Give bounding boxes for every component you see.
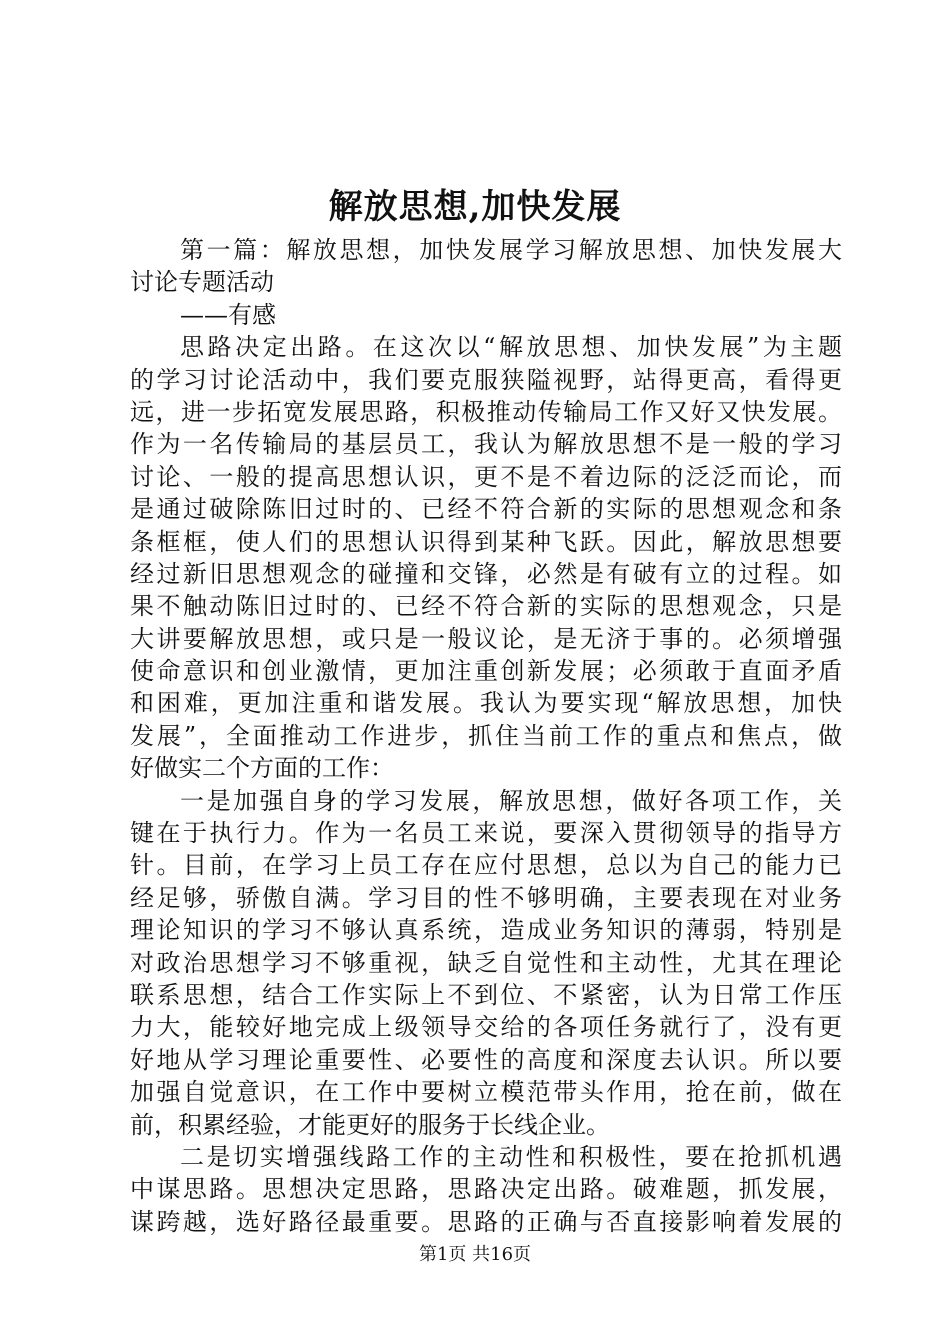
text-line: 加强自觉意识，在工作中要树立模范带头作用，抢在前，做在	[130, 1078, 842, 1107]
text-line: 一是加强自身的学习发展，解放思想，做好各项工作，关	[180, 786, 842, 815]
text-line: ——有感	[180, 300, 276, 329]
text-line: 力大，能较好地完成上级领导交给的各项任务就行了，没有更	[130, 1013, 842, 1042]
text-line: 使命意识和创业激情，更加注重创新发展；必须敢于直面矛盾	[130, 657, 842, 686]
text-line: 和困难，更加注重和谐发展。我认为要实现“解放思想，加快	[130, 689, 842, 718]
text-line: 是通过破除陈旧过时的、已经不符合新的实际的思想观念和条	[130, 495, 842, 524]
text-line: 针。目前，在学习上员工存在应付思想，总以为自己的能力已	[130, 851, 842, 880]
text-line: 键在于执行力。作为一名员工来说，要深入贯彻领导的指导方	[130, 819, 842, 848]
text-line: 思路决定出路。在这次以“解放思想、加快发展”为主题	[180, 333, 842, 362]
text-line: 条框框，使人们的思想认识得到某种飞跃。因此，解放思想要	[130, 527, 842, 556]
text-line: 讨论、一般的提高思想认识，更不是不着边际的泛泛而论，而	[130, 462, 842, 491]
text-line: 中谋思路。思想决定思路，思路决定出路。破难题，抓发展，	[130, 1175, 842, 1204]
text-line: 讨论专题活动	[130, 268, 274, 297]
text-line: 作为一名传输局的基层员工，我认为解放思想不是一般的学习	[130, 430, 842, 459]
text-line: 好做实二个方面的工作：	[130, 754, 394, 783]
text-line: 谋跨越，选好路径最重要。思路的正确与否直接影响着发展的	[130, 1207, 842, 1236]
text-line: 经足够，骄傲自满。学习目的性不够明确，主要表现在对业务	[130, 883, 842, 912]
document-body	[130, 234, 842, 1238]
text-line: 理论知识的学习不够认真系统，造成业务知识的薄弱，特别是	[130, 916, 842, 945]
text-line: 好地从学习理论重要性、必要性的高度和深度去认识。所以要	[130, 1045, 842, 1074]
text-line: 二是切实增强线路工作的主动性和积极性，要在抢抓机遇	[180, 1142, 842, 1171]
text-line: 大讲要解放思想，或只是一般议论，是无济于事的。必须增强	[130, 624, 842, 653]
text-line: 远，进一步拓宽发展思路，积极推动传输局工作又好又快发展。	[130, 397, 842, 426]
text-line: 第一篇：解放思想，加快发展学习解放思想、加快发展大	[180, 236, 842, 264]
text-line: 前，积累经验，才能更好的服务于长线企业。	[130, 1110, 610, 1139]
document-title: 解放思想,加快发展	[328, 187, 622, 227]
text-line: 的学习讨论活动中，我们要克服狭隘视野，站得更高，看得更	[130, 365, 842, 394]
text-line: 经过新旧思想观念的碰撞和交锋，必然是有破有立的过程。如	[130, 559, 842, 588]
page-footer: 第1页 共16页	[418, 1244, 532, 1265]
text-line: 对政治思想学习不够重视，缺乏自觉性和主动性，尤其在理论	[130, 948, 842, 977]
text-line: 联系思想，结合工作实际上不到位、不紧密，认为日常工作压	[130, 980, 842, 1009]
text-line: 发展”，全面推动工作进步，抓住当前工作的重点和焦点，做	[130, 721, 842, 750]
text-line: 果不触动陈旧过时的、已经不符合新的实际的思想观念，只是	[130, 592, 842, 621]
